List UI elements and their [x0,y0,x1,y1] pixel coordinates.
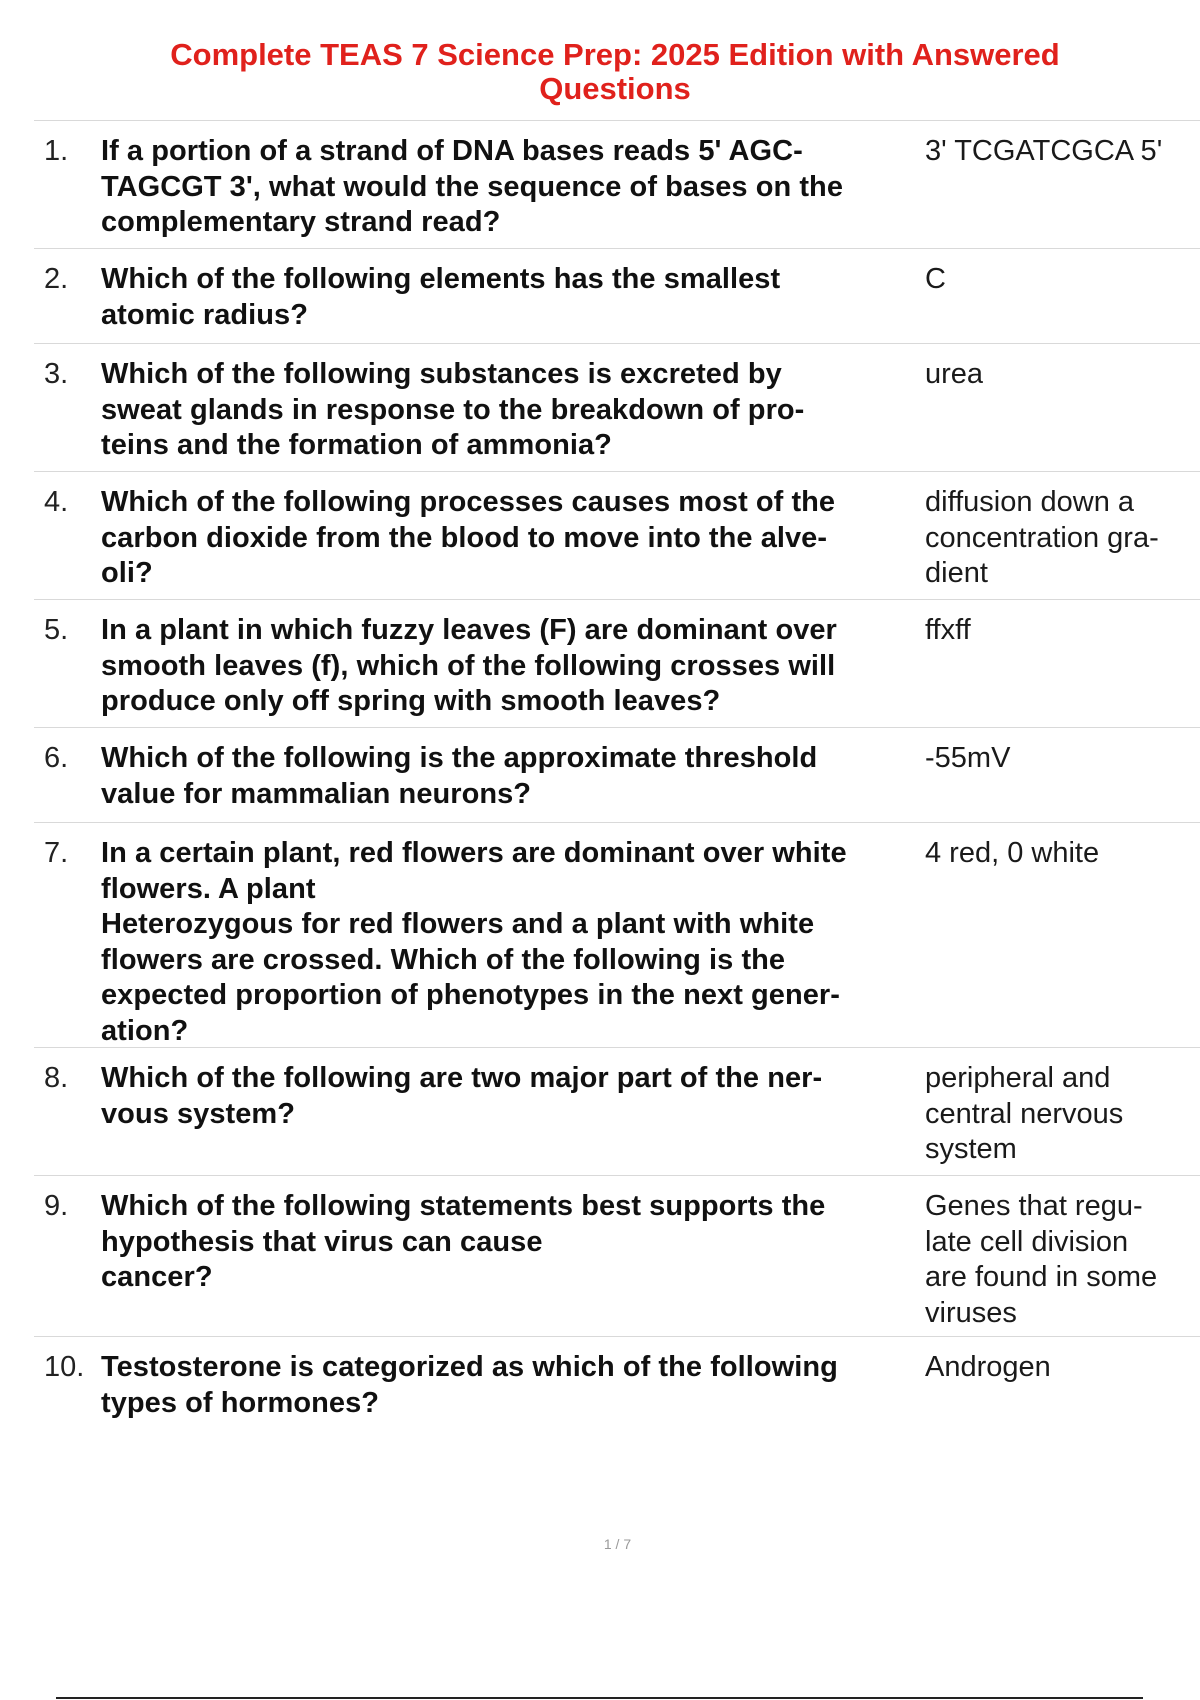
question-text-line: atomic radius? [101,298,308,331]
question-row [34,120,1200,248]
question-text-line: If a portion of a strand of DNA bases reads 5' AGC- [101,135,803,167]
question-text-line: flowers are crossed. Which of the following is the [101,943,786,976]
question-text-line: carbon dioxide from the blood to move into the alve- [101,521,828,554]
question-text-line: vous system? [101,1097,296,1130]
question-text-line: produce only off spring with smooth leaves? [101,685,721,717]
answer-text-line: -55mV [925,742,1011,774]
question-text-line: TAGCGT 3', what would the sequence of bases on the [101,170,843,203]
question-text-line: Heterozygous for red flowers and a plant with white [101,908,815,940]
question-number: 1. [44,135,69,167]
question-text-line: complementary strand read? [101,206,501,238]
question-text [101,1337,920,1446]
question-text-line: In a certain plant, red flowers are dominant over white [101,837,847,869]
question-text [101,472,920,599]
question-number: 4. [44,486,69,518]
answer-text-line: are found in some [925,1261,1158,1293]
answer-text [920,121,1200,248]
question-text-line: ation? [101,1014,189,1047]
question-row [34,822,1200,1047]
question-text-line: Which of the following elements has the smallest [101,263,781,295]
answer-text-line: concentration gra- [925,521,1159,554]
question-text-line: teins and the formation of ammonia? [101,429,612,461]
question-text [101,1048,920,1175]
answer-text [920,823,1200,1047]
question-text-line: sweat glands in response to the breakdown of pro- [101,393,805,426]
question-answer-list [34,120,1200,1446]
question-number: 10. [44,1351,85,1383]
question-text-line: expected proportion of phenotypes in the next gener- [101,979,840,1011]
answer-text-line: late cell division [925,1225,1129,1258]
question-text [101,823,920,1047]
question-row [34,1336,1200,1446]
question-text-line: oli? [101,557,153,589]
question-text [101,728,920,822]
question-number: 3. [44,358,69,390]
answer-text-line: diffusion down a [925,486,1135,518]
page-indicator: 1 / 7 [603,1536,632,1552]
document-title [120,38,1110,106]
answer-text-line: central nervous [925,1097,1124,1130]
answer-text-line: C [925,263,946,295]
question-row [34,1047,1200,1175]
question-text-line: Which of the following statements best supports the [101,1190,826,1222]
answer-text-line: 4 red, 0 white [925,837,1100,869]
answer-text [920,728,1200,822]
answer-text-line: system [925,1133,1017,1165]
question-text-line: In a plant in which fuzzy leaves (F) are dominant over [101,614,837,646]
answer-text [920,249,1200,343]
question-text [101,1176,920,1336]
answer-text-line: Genes that regu- [925,1190,1143,1222]
question-number: 7. [44,837,69,869]
title-line-1: Complete TEAS 7 Science Prep: 2025 Edition with Answered [170,37,1060,72]
title-line-2: Questions [539,71,691,106]
answer-text [920,1176,1200,1336]
answer-text [920,600,1200,727]
question-text [101,249,920,343]
answer-text [920,1337,1200,1446]
question-number: 9. [44,1190,69,1222]
answer-text [920,472,1200,599]
question-text-line: smooth leaves (f), which of the following crosses will [101,649,836,682]
answer-text-line: urea [925,358,984,390]
question-number: 5. [44,614,69,646]
question-text-line: Which of the following are two major part of the ner- [101,1062,823,1094]
answer-text-line: dient [925,557,988,589]
question-text-line: value for mammalian neurons? [101,777,532,810]
question-text [101,344,920,471]
footer-divider [56,1697,1143,1699]
question-text-line: Which of the following substances is excreted by [101,358,782,390]
question-row [34,727,1200,822]
answer-text [920,1048,1200,1175]
question-text-line: types of hormones? [101,1386,380,1419]
question-row [34,471,1200,599]
question-number: 6. [44,742,69,774]
question-row [34,599,1200,727]
question-row [34,248,1200,343]
question-row [34,343,1200,471]
answer-text-line: 3' TCGATCGCA 5' [925,135,1163,167]
question-row [34,1175,1200,1336]
question-text-line: Testosterone is categorized as which of the following [101,1351,838,1383]
question-text-line: Which of the following processes causes most of the [101,486,836,518]
question-text [101,121,920,248]
answer-text-line: viruses [925,1296,1017,1329]
question-text-line: Which of the following is the approximate threshold [101,742,818,774]
question-text-line: flowers. A plant [101,872,316,905]
question-number: 8. [44,1062,69,1094]
answer-text-line: peripheral and [925,1062,1111,1094]
question-text-line: hypothesis that virus can cause [101,1225,543,1258]
answer-text [920,344,1200,471]
question-text [101,600,920,727]
question-text-line: cancer? [101,1261,213,1293]
question-number: 2. [44,263,69,295]
answer-text-line: Androgen [925,1351,1051,1383]
answer-text-line: ffxff [925,614,971,646]
